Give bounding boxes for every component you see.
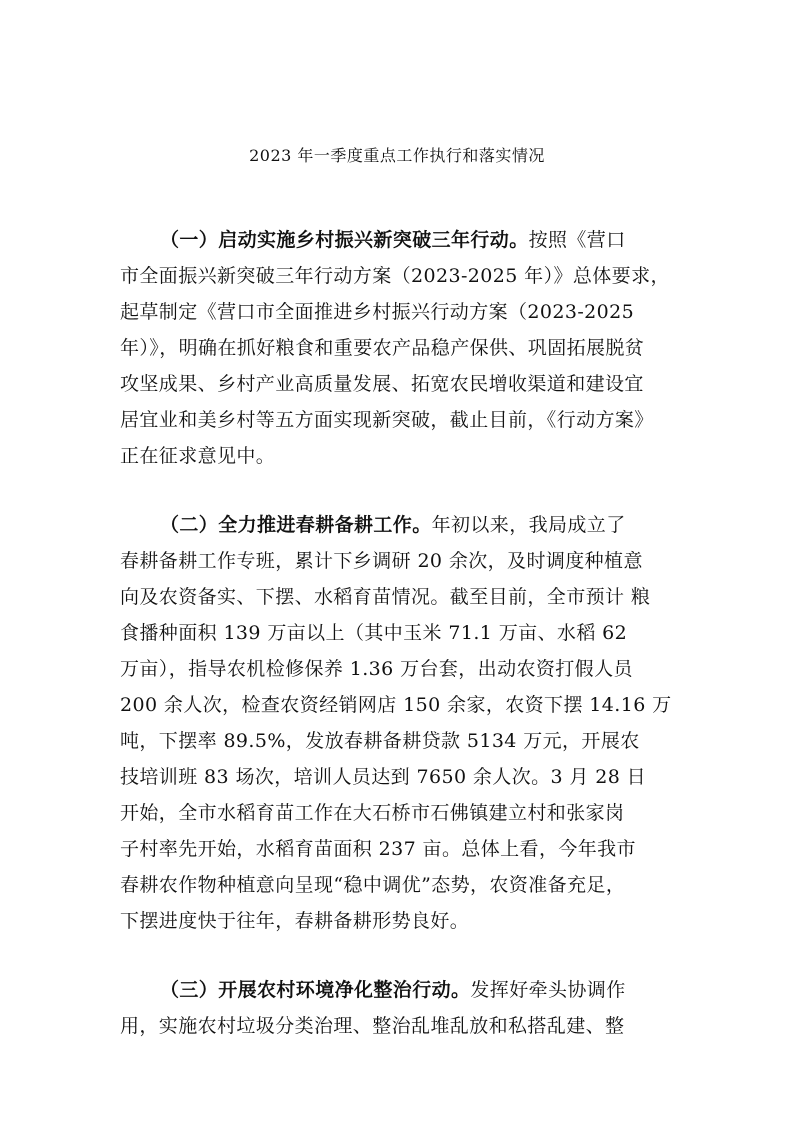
paragraph-line: 吨，下摆率 89.5%，发放春耕备耕贷款 5134 万元，开展农 — [120, 730, 640, 752]
paragraph-line: 食播种面积 139 万亩以上（其中玉米 71.1 万亩、水稻 62 — [120, 622, 628, 644]
paragraph-line: 起草制定《营口市全面推进乡村振兴行动方案（2023-2025 — [120, 301, 635, 323]
section-heading: （二）全力推进春耕备耕工作。 — [160, 514, 432, 536]
paragraph-text: 按照《营口 — [528, 229, 626, 251]
paragraph-line: 春耕备耕工作专班，累计下乡调研 20 余次，及时调度种植意 — [120, 550, 643, 572]
paragraph-line: 开始，全市水稻育苗工作在大石桥市石佛镇建立村和张家岗 — [120, 802, 625, 824]
paragraph-line — [160, 226, 626, 254]
paragraph-line: 攻坚成果、乡村产业高质量发展、拓宽农民增收渠道和建设宜 — [120, 373, 644, 395]
paragraph-line: 年）》，明确在抓好粮食和重要农产品稳产保供、巩固拓展脱贫 — [120, 337, 645, 359]
paragraph-line — [160, 976, 626, 1004]
paragraph-line: 万亩），指导农机检修保养 1.36 万台套，出动农资打假人员 — [120, 658, 633, 680]
page-title: 2023 年一季度重点工作执行和落实情况 — [249, 146, 545, 165]
section-heading: （三）开展农村环境净化整治行动。 — [160, 979, 471, 1001]
paragraph-line: 用，实施农村垃圾分类治理、整治乱堆乱放和私搭乱建、整 — [120, 1015, 625, 1037]
paragraph-line — [160, 511, 626, 539]
paragraph-text: 发挥好牵头协调作 — [470, 979, 626, 1001]
paragraph-line: 市全面振兴新突破三年行动方案（2023-2025 年）》总体要求， — [120, 265, 670, 287]
section-heading: （一）启动实施乡村振兴新突破三年行动。 — [160, 229, 529, 251]
paragraph-line: 子村率先开始，水稻育苗面积 237 亩。总体上看，今年我市 — [120, 838, 636, 860]
paragraph-line: 正在征求意见中。 — [120, 445, 276, 467]
paragraph-text: 年初以来，我局成立了 — [431, 514, 626, 536]
paragraph-line: 200 余人次，检查农资经销网店 150 余家，农资下摆 14.16 万 — [120, 694, 672, 716]
paragraph-line: 春耕农作物种植意向呈现“稳中调优”态势，农资准备充足， — [120, 874, 626, 896]
paragraph-line: 下摆进度快于往年，春耕备耕形势良好。 — [120, 910, 470, 932]
paragraph-line: 技培训班 83 场次，培训人员达到 7650 余人次。3 月 28 日 — [120, 766, 647, 788]
paragraph-line: 向及农资备实、下摆、水稻育苗情况。截至目前，全市预计 粮 — [120, 586, 651, 608]
paragraph-line: 居宜业和美乡村等五方面实现新突破，截止目前，《行动方案》 — [120, 409, 654, 431]
